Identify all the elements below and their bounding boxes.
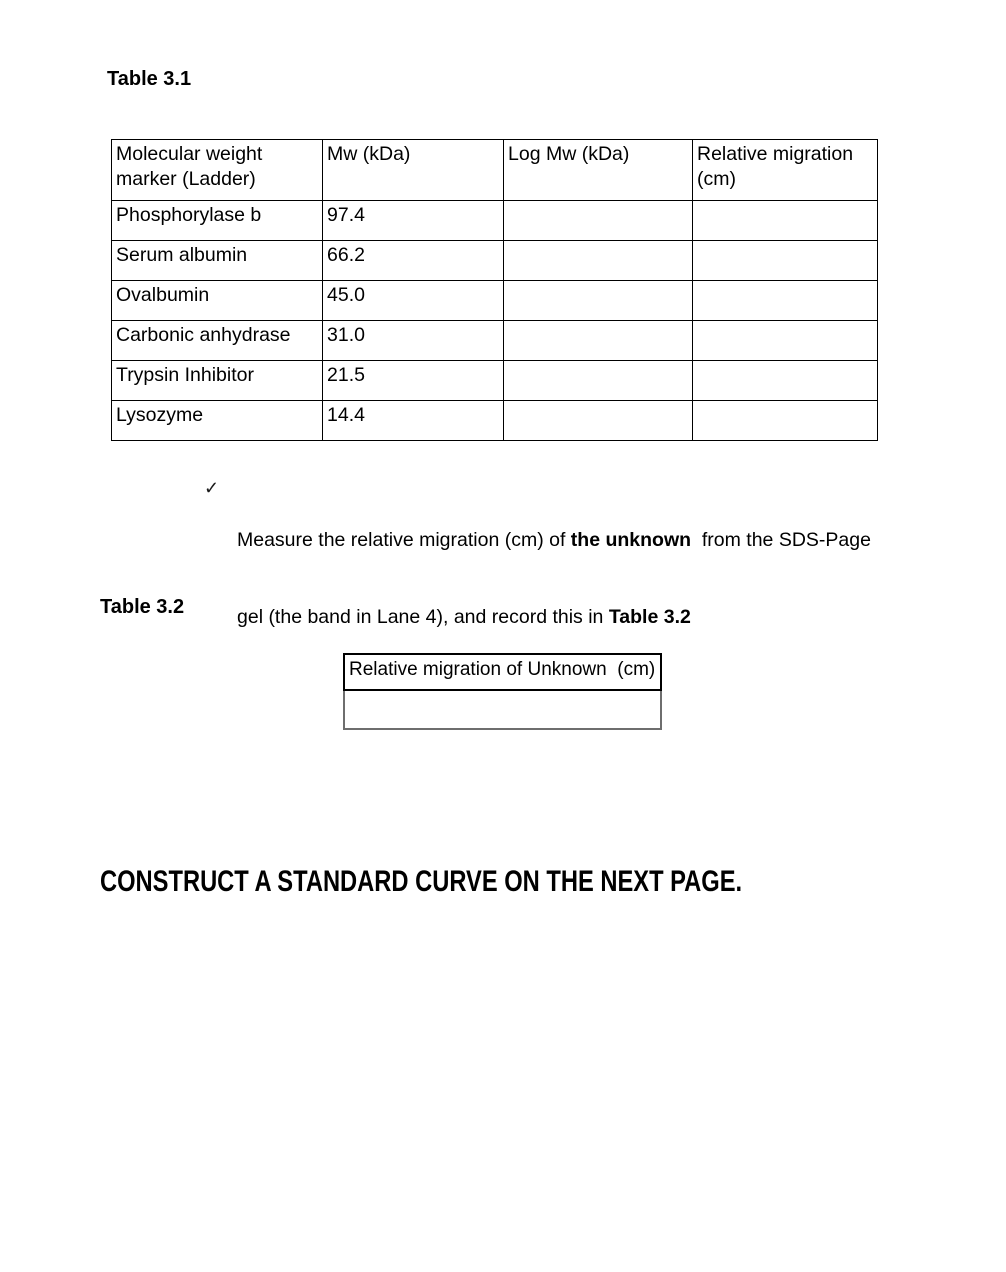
construct-curve-heading: CONSTRUCT A STANDARD CURVE ON THE NEXT PAGE. [100,865,743,898]
cell-mw: 31.0 [323,321,504,361]
cell-marker: Serum albumin [112,241,323,281]
cell-marker: Lysozyme [112,401,323,441]
table-row [112,201,878,241]
header-marker: Molecular weight marker (Ladder) [112,140,323,201]
cell-marker: Carbonic anhydrase [112,321,323,361]
cell-rel-migration-blank[interactable] [693,241,878,281]
table-row [112,140,878,201]
cell-log-mw-blank[interactable] [504,401,693,441]
unknown-migration-header: Relative migration of Unknown (cm) [343,653,662,691]
cell-mw: 97.4 [323,201,504,241]
cell-mw: 45.0 [323,281,504,321]
table-row [112,401,878,441]
cell-rel-migration-blank[interactable] [693,321,878,361]
instruction-line-2: gel (the band in Lane 4), and record this in Table 3.2 [237,605,691,628]
cell-log-mw-blank[interactable] [504,201,693,241]
cell-marker: Trypsin Inhibitor [112,361,323,401]
unknown-migration-blank-cell[interactable] [343,691,662,730]
cell-marker: Phosphorylase b [112,201,323,241]
instruction-text [237,477,927,681]
cell-log-mw-blank[interactable] [504,241,693,281]
cell-mw: 14.4 [323,401,504,441]
table-3-2-title: Table 3.2 [100,596,185,618]
table-3-1 [111,139,878,441]
cell-mw: 66.2 [323,241,504,281]
checkmark-icon: ✓ [204,478,220,498]
cell-mw: 21.5 [323,361,504,401]
cell-rel-migration-blank[interactable] [693,281,878,321]
cell-rel-migration-blank[interactable] [693,201,878,241]
table-row [112,281,878,321]
table-3-2 [343,653,662,730]
header-rel-migration: Relative migration (cm) [693,140,878,201]
header-log-mw: Log Mw (kDa) [504,140,693,201]
cell-log-mw-blank[interactable] [504,321,693,361]
header-mw: Mw (kDa) [323,140,504,201]
table-row [112,361,878,401]
instruction-line-1: Measure the relative migration (cm) of the unknown from the SDS-Page [237,529,871,551]
cell-marker: Ovalbumin [112,281,323,321]
cell-log-mw-blank[interactable] [504,281,693,321]
cell-rel-migration-blank[interactable] [693,361,878,401]
table-row [112,321,878,361]
table-row [112,241,878,281]
cell-log-mw-blank[interactable] [504,361,693,401]
table-3-1-title: Table 3.1 [107,68,192,90]
cell-rel-migration-blank[interactable] [693,401,878,441]
